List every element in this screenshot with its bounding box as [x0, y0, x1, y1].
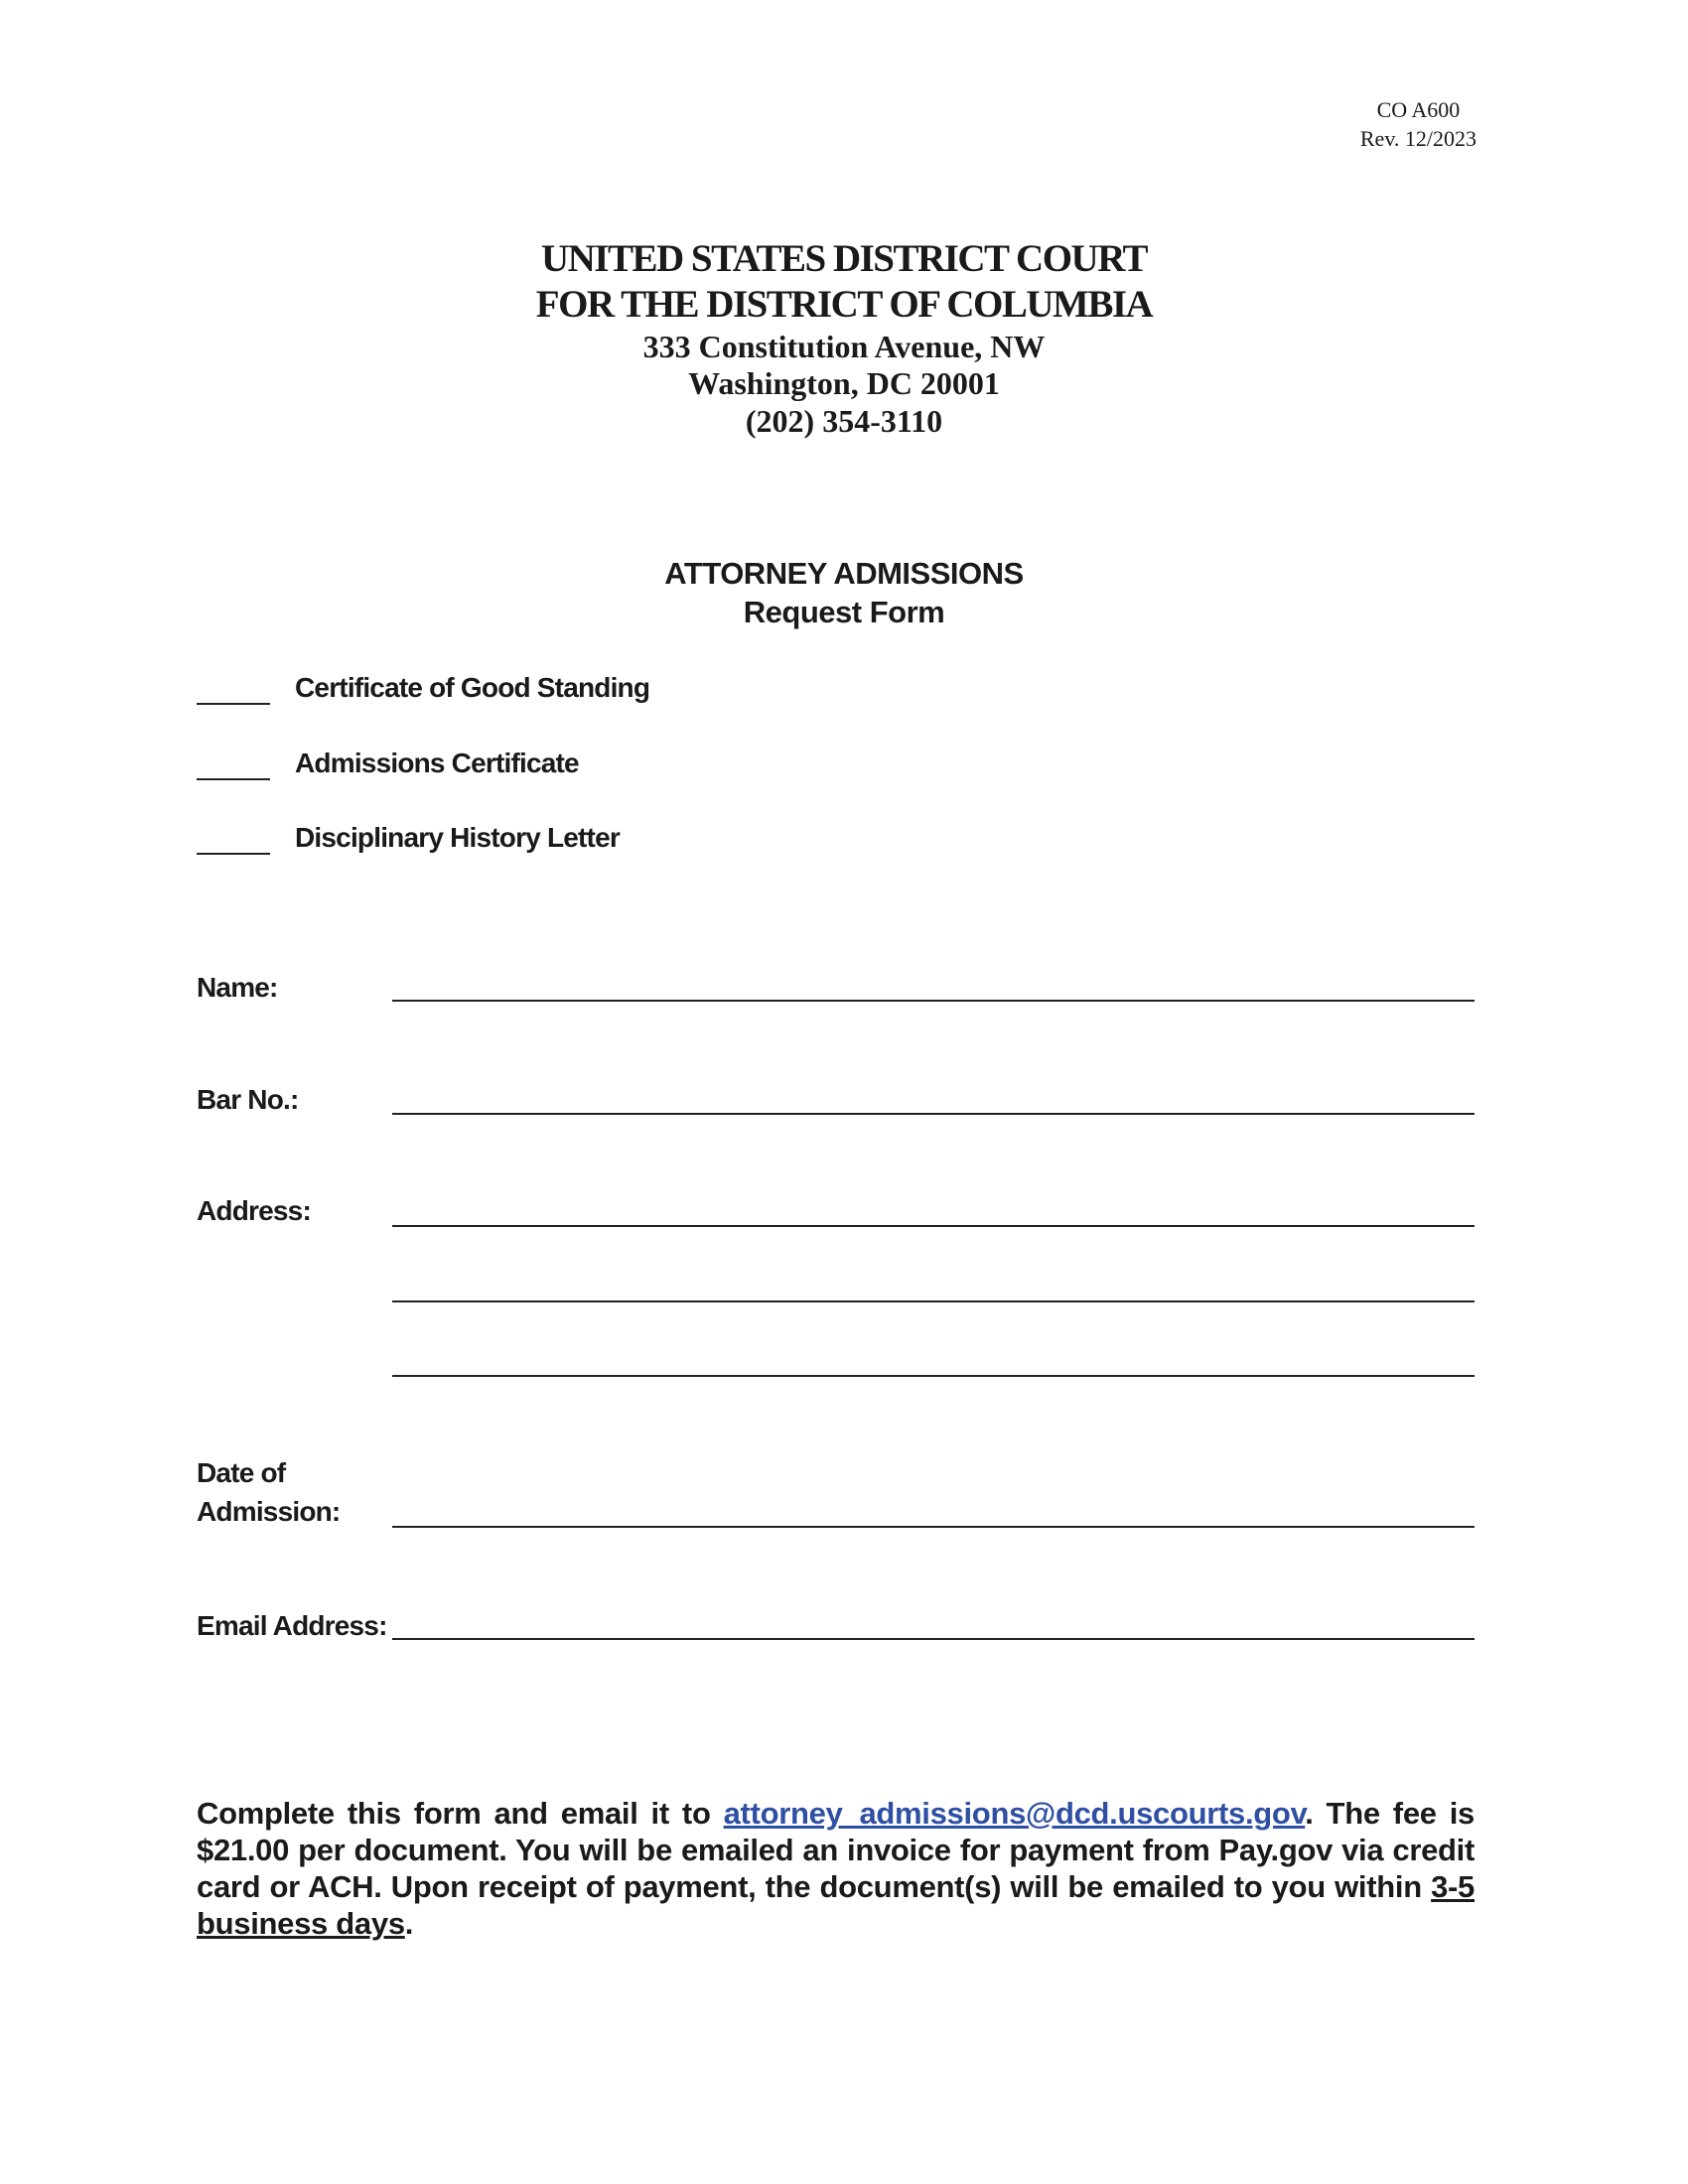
court-name-line2: FOR THE DISTRICT OF COLUMBIA [535, 283, 1153, 326]
admissions-email-link[interactable]: attorney_admissions@dcd.uscourts.gov [723, 1796, 1306, 1831]
name-label: Name: [197, 972, 278, 1003]
address-field-line2[interactable] [392, 1300, 1475, 1302]
name-field[interactable] [392, 1000, 1475, 1002]
instructions-paragraph [197, 1795, 1475, 1942]
option-label: Admissions Certificate [295, 748, 579, 778]
date-of-admission-label-line2: Admission: [197, 1496, 341, 1527]
form-revision: Rev. 12/2023 [1359, 126, 1477, 151]
option-checkbox-disciplinary-history[interactable] [197, 853, 270, 855]
address-label: Address: [197, 1195, 311, 1226]
instructions-text: Complete this form and email it to [197, 1796, 724, 1831]
address-field-line1[interactable] [392, 1225, 1475, 1227]
form-title: ATTORNEY ADMISSIONS [664, 556, 1024, 591]
option-label: Certificate of Good Standing [295, 672, 650, 703]
form-id-block [1360, 95, 1477, 153]
bar-no-label: Bar No.: [197, 1084, 299, 1115]
instructions-text: . The fee is $21.00 per document. You will be emailed an invoice for payment from Pay.gov via credit card or ACH. Upon receipt of payment, the document(s) will be emailed to you within [197, 1796, 1475, 1904]
option-checkbox-certificate-good-standing[interactable] [197, 703, 270, 705]
court-address-city: Washington, DC 20001 [688, 365, 1000, 401]
bar-no-field[interactable] [392, 1113, 1475, 1115]
court-name-line1: UNITED STATES DISTRICT COURT [540, 237, 1148, 280]
date-of-admission-field[interactable] [392, 1526, 1475, 1528]
option-label: Disciplinary History Letter [295, 822, 620, 853]
address-field-line3[interactable] [392, 1375, 1475, 1377]
email-address-field[interactable] [392, 1638, 1475, 1640]
court-phone: (202) 354-3110 [745, 403, 943, 439]
date-of-admission-label-line1: Date of [197, 1457, 286, 1488]
email-address-label: Email Address: [197, 1610, 387, 1641]
instructions-text: . [404, 1906, 414, 1941]
option-checkbox-admissions-certificate[interactable] [197, 778, 270, 780]
court-address-street: 333 Constitution Avenue, NW [642, 329, 1046, 364]
form-subtitle: Request Form [743, 595, 945, 629]
form-number: CO A600 [1376, 97, 1461, 122]
turnaround-emphasis: 3-5 business days [197, 1869, 1475, 1941]
